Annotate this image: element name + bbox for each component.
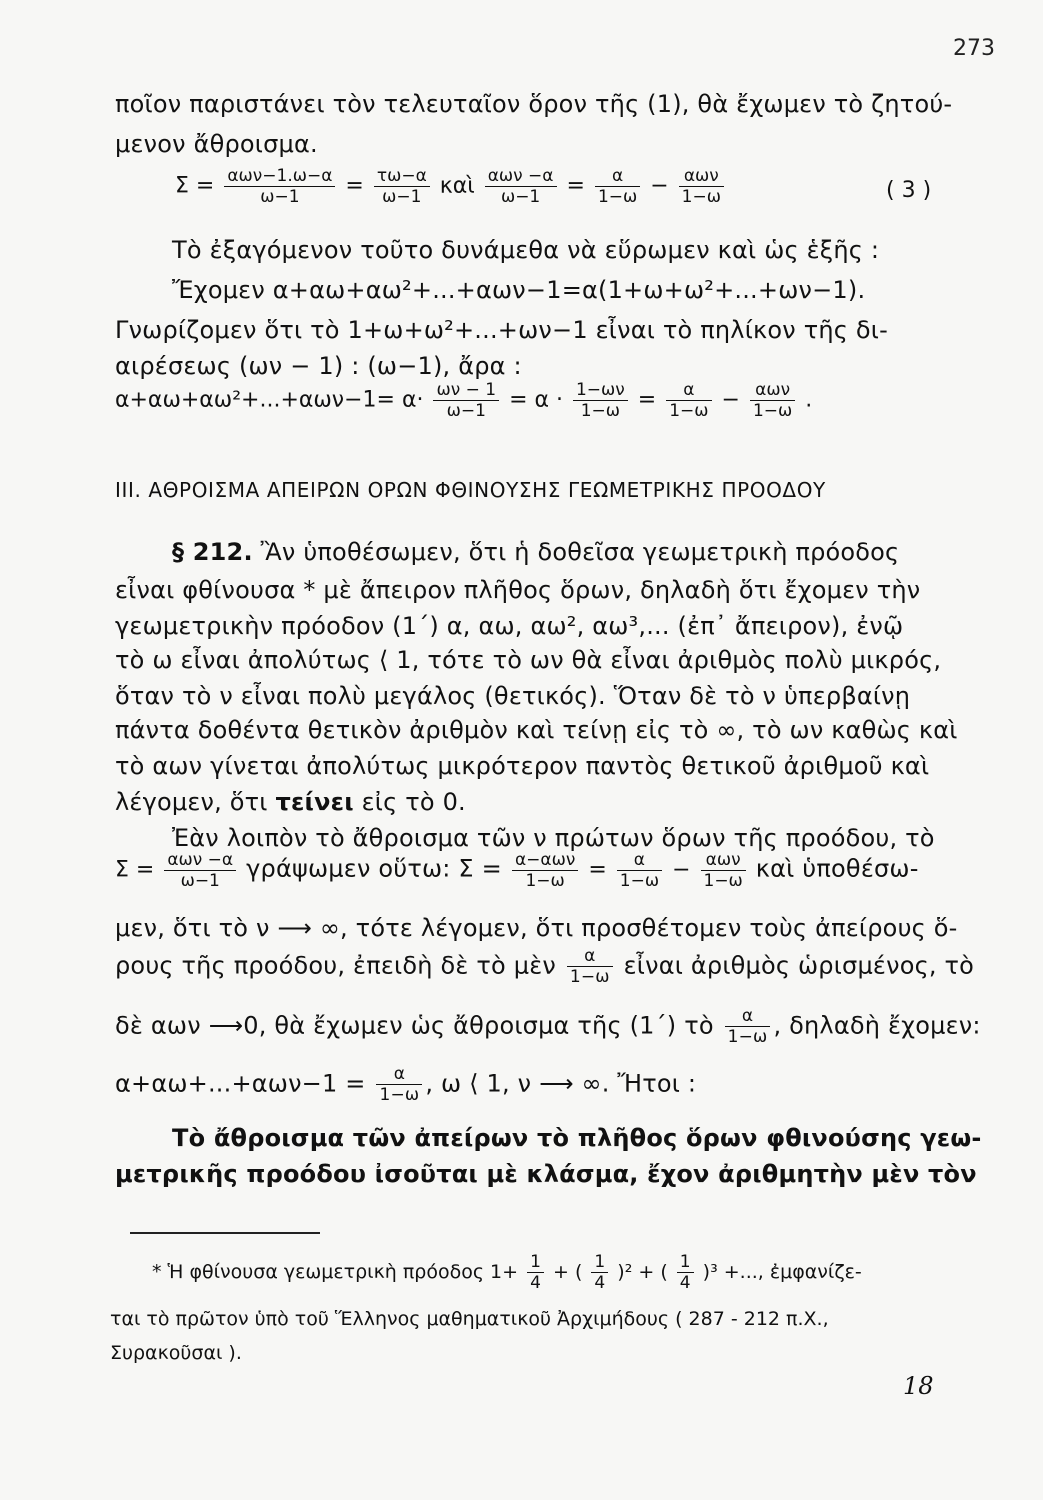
fraction: $\frac{\text{α−αων}}{1-\omega}$ [512, 850, 578, 891]
continuation-line-4: α+αω+...+αων−1 = $\frac{\alpha}{1-\omega}$ , ω ⟨ 1, ν ⟶ ∞. Ἤτοι : [115, 1064, 697, 1105]
fraction: $\frac{\alpha}{1-\omega}$ [725, 1006, 771, 1047]
footnote-line-2: ται τὸ πρῶτον ὑπὸ τοῦ Ἕλληνος μαθηματικοῦ Ἀρχιμήδους ( 287 - 212 π.Χ., [110, 1308, 829, 1330]
fraction: $\frac{1-\omega\nu}{1-\omega}$ [573, 380, 628, 421]
fraction: $\frac{1}{4}$ [527, 1252, 544, 1293]
continuation-line-1: μεν, ὅτι τὸ ν ⟶ ∞, τότε λέγομεν, ὅτι προσθέτομεν τοὺς ἀπείρους ὅ- [115, 914, 958, 942]
derivation-line-4: αιρέσεως (ων − 1) : (ω−1), ἄρα : [115, 352, 522, 380]
fraction: $\frac{\text{αων}}{1-\omega}$ [701, 850, 746, 891]
fraction: $\frac{1}{4}$ [591, 1252, 608, 1293]
section-marker: § 212. [172, 538, 253, 566]
equation-label-3: ( 3 ) [886, 178, 932, 203]
fraction: $\frac{\omega\nu - 1}{\omega-1}$ [433, 380, 499, 421]
theorem-line-2: μετρικῆς προόδου ἰσοῦται μὲ κλάσμα, ἔχον ἀριθμητὴν μὲν τὸν [115, 1160, 977, 1188]
fraction: $\frac{\alpha}{1-\omega}$ [666, 380, 711, 421]
derivation-line-3: Γνωρίζομεν ὅτι τὸ 1+ω+ω²+...+ων−1 εἶναι τὸ πηλίκον τῆς δι- [115, 316, 888, 344]
equation-sigma-2: Σ = $\frac{\text{αων −α}}{\omega-1}$ γράψωμεν οὕτω: Σ = $\frac{\text{α−αων}}{1-\omega}$ = $\frac{\alpha}{1-\omega}$ − $\frac{\text{αων}}{1-\omega}$ καὶ ὑποθέσω- [115, 850, 919, 891]
intro-line-2: μενον ἄθροισμα. [115, 130, 318, 158]
continuation-line-3: δὲ αων ⟶0, θὰ ἔχωμεν ὡς ἄθροισμα τῆς (1΄) τὸ $\frac{\alpha}{1-\omega}$ , δηλαδὴ ἔχομεν: [115, 1006, 981, 1047]
fraction: $\frac{1}{4}$ [677, 1252, 694, 1293]
fraction: $\frac{\alpha}{1-\omega}$ [595, 166, 640, 207]
section-212-line-4: τὸ ω εἶναι ἀπολύτως ⟨ 1, τότε τὸ ων θὰ εἶναι ἀριθμὸς πολὺ μικρός, [115, 646, 942, 674]
section-212-line-5: ὅταν τὸ ν εἶναι πολὺ μεγάλος (θετικός). Ὅταν δὲ τὸ ν ὑπερβαίνῃ [115, 682, 911, 710]
fraction: $\frac{\alpha}{1-\omega}$ [376, 1064, 422, 1105]
fraction: $\frac{\text{αων −α}}{\omega-1}$ [164, 850, 236, 891]
section-heading: ΙΙΙ. ΑΘΡΟΙΣΜΑ ΑΠΕΙΡΩΝ ΟΡΩΝ ΦΘΙΝΟΥΣΗΣ ΓΕΩΜΕΤΡΙΚΗΣ ΠΡΟΟΔΟΥ [115, 478, 826, 502]
fraction: $\frac{\alpha}{1-\omega}$ [567, 946, 613, 987]
section-212-line-6: πάντα δοθέντα θετικὸν ἀριθμὸν καὶ τείνῃ εἰς τὸ ∞, τὸ ων καθὼς καὶ [115, 716, 958, 744]
intro-line-1: ποῖον παριστάνει τὸν τελευταῖον ὅρον τῆς (1), θὰ ἔχωμεν τὸ ζητού- [115, 90, 953, 118]
section-212-line-2: εἶναι φθίνουσα * μὲ ἄπειρον πλῆθος ὅρων, δηλαδὴ ὅτι ἔχομεν τὴν [115, 576, 921, 604]
section-212-line-3: γεωμετρικὴν πρόοδον (1΄) α, αω, αω², αω³,... (ἐπ᾽ ἄπειρον), ἐνῷ [115, 612, 904, 640]
equation-3: Σ = $\frac{\text{αων−1.ω−α}}{\omega-1}$ = $\frac{\tau\omega-\alpha}{\omega-1}$ καὶ $\frac{\text{αων −α}}{\omega-1}$ = $\frac{\alpha}{1-\omega}$ − $\frac{\text{αων}}{1-\omega}$ [175, 166, 727, 207]
continuation-line-2: ρους τῆς προόδου, ἐπειδὴ δὲ τὸ μὲν $\frac{\alpha}{1-\omega}$ εἶναι ἀριθμὸς ὡρισμένος, τὸ [115, 946, 975, 987]
section-212-line-8: λέγομεν, ὅτι τείνει εἰς τὸ 0. [115, 788, 466, 816]
fraction: $\frac{\tau\omega-\alpha}{\omega-1}$ [374, 166, 430, 207]
equation-sum: α+αω+αω²+...+αων−1= α· $\frac{\omega\nu - 1}{\omega-1}$ = α · $\frac{1-\omega\nu}{1-\omega}$ = $\frac{\alpha}{1-\omega}$ − $\frac{\text{αων}}{1-\omega}$ . [115, 380, 813, 421]
fraction: $\frac{\text{αων −α}}{\omega-1}$ [485, 166, 557, 207]
signature-mark: 18 [903, 1372, 934, 1400]
footnote-rule [130, 1232, 320, 1234]
fraction: $\frac{\text{αων−1.ω−α}}{\omega-1}$ [224, 166, 335, 207]
footnote-line-1: * Ἡ φθίνουσα γεωμετρικὴ πρόοδος 1+ $\frac{1}{4}$ + ( $\frac{1}{4}$ )² + ( $\frac{1}{4}$ )³ +..., ἐμφανίζε- [152, 1252, 862, 1293]
section-212-line-9: Ἐὰν λοιπὸν τὸ ἄθροισμα τῶν ν πρώτων ὅρων τῆς προόδου, τὸ [172, 824, 935, 852]
section-212-line-1: § 212. Ἂν ὑποθέσωμεν, ὅτι ἡ δοθεῖσα γεωμετρικὴ πρόοδος [172, 538, 900, 566]
emphasis-tends: τείνει [275, 788, 354, 816]
section-212-line-7: τὸ αων γίνεται ἀπολύτως μικρότερον παντὸς θετικοῦ ἀριθμοῦ καὶ [115, 752, 930, 780]
fraction: $\frac{\text{αων}}{1-\omega}$ [750, 380, 795, 421]
fraction: $\frac{\text{αων}}{1-\omega}$ [679, 166, 724, 207]
derivation-line-2: Ἔχομεν α+αω+αω²+...+αων−1=α(1+ω+ω²+...+ων−1). [172, 276, 866, 304]
fraction: $\frac{\alpha}{1-\omega}$ [617, 850, 662, 891]
footnote-line-3: Συρακοῦσαι ). [110, 1342, 242, 1364]
theorem-line-1: Τὸ ἄθροισμα τῶν ἀπείρων τὸ πλῆθος ὅρων φθινούσης γεω- [172, 1124, 982, 1152]
derivation-line-1: Τὸ ἐξαγόμενον τοῦτο δυνάμεθα νὰ εὕρωμεν καὶ ὡς ἑξῆς : [172, 236, 880, 264]
page-number: 273 [953, 36, 995, 61]
